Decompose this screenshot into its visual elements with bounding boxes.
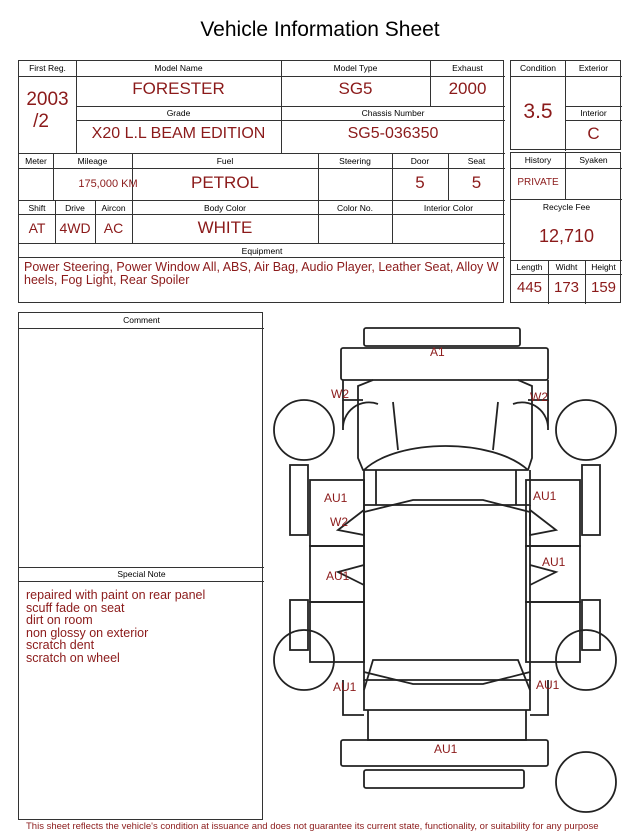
- door-value: 5: [415, 173, 425, 192]
- first-reg-month: /2: [33, 111, 49, 132]
- aircon-label: Aircon: [101, 203, 126, 213]
- damage-mark-left-rear-door: AU1: [326, 569, 350, 583]
- damage-mark-left-front-door: AU1: [324, 491, 348, 505]
- syaken-label: Syaken: [579, 155, 608, 165]
- special-note-item: dirt on room: [26, 613, 93, 627]
- mileage-label: Mileage: [77, 156, 108, 166]
- special-note-item: repaired with paint on rear panel: [26, 588, 206, 602]
- special-note-item: non glossy on exterior: [26, 625, 149, 640]
- model-type-label: Model Type: [333, 63, 378, 73]
- model-name-value: FORESTER: [132, 79, 225, 98]
- shift-value: AT: [28, 220, 46, 236]
- comment-box: [18, 312, 263, 820]
- chassis-value: SG5-036350: [347, 125, 439, 142]
- special-note-item: scratch on wheel: [26, 650, 120, 665]
- meter-label: Meter: [25, 156, 47, 166]
- fuel-value: PETROL: [190, 173, 260, 192]
- page-title: Vehicle Information Sheet: [200, 18, 440, 41]
- history-value: PRIVATE: [517, 177, 559, 188]
- damage-mark-left-rear-quarter: AU1: [333, 680, 357, 694]
- damage-mark-left-front-door-2: W2: [330, 515, 348, 529]
- grade-label: Grade: [166, 108, 191, 118]
- first-reg-label: First Reg.: [29, 63, 66, 73]
- recycle-fee-value: 12,710: [538, 226, 595, 246]
- height-label: Height: [591, 262, 616, 272]
- recycle-fee-label: Recycle Fee: [542, 202, 591, 212]
- chassis-label: Chassis Number: [361, 108, 425, 118]
- history-label: History: [524, 155, 552, 165]
- interior-value: C: [587, 124, 600, 143]
- height-value: 159: [590, 279, 617, 296]
- condition-box: [510, 60, 621, 150]
- body-color-label: Body Color: [203, 203, 247, 213]
- seat-label: Seat: [467, 156, 486, 166]
- exhaust-value: 2000: [448, 79, 487, 98]
- drive-value: 4WD: [59, 220, 91, 236]
- aircon-value: AC: [103, 220, 124, 236]
- damage-mark-right-rear-quarter: AU1: [536, 678, 560, 692]
- exhaust-label: Exhaust: [452, 63, 483, 73]
- comment-label: Comment: [123, 315, 160, 325]
- exterior-label: Exterior: [578, 63, 609, 73]
- fuel-label: Fuel: [216, 156, 234, 166]
- shift-label: Shift: [28, 203, 46, 213]
- disclaimer: This sheet reflects the vehicle's condition at issuance and does not guarantee its current state, functionality, or suitability for any purpose: [26, 821, 599, 832]
- damage-mark-rear: AU1: [434, 742, 458, 756]
- equipment-value: Power Steering, Power Window All, ABS, Air Bag, Audio Player, Leather Seat, Alloy Wheels, Fog Light, Rear Spoiler: [24, 260, 499, 287]
- damage-mark-right-rear-door: AU1: [542, 555, 566, 569]
- model-name-label: Model Name: [154, 63, 203, 73]
- seat-value: 5: [471, 173, 482, 192]
- steering-label: Steering: [339, 156, 371, 166]
- damage-mark-front: A1: [430, 345, 445, 359]
- body-color-value: WHITE: [197, 218, 253, 237]
- length-label: Length: [516, 262, 543, 272]
- first-reg-year: 2003: [26, 89, 69, 110]
- condition-label: Condition: [520, 63, 556, 73]
- door-label: Door: [410, 156, 430, 166]
- equipment-label: Equipment: [241, 246, 283, 256]
- condition-value: 3.5: [523, 100, 553, 123]
- vehicle-info-table: [18, 60, 504, 303]
- drive-label: Drive: [65, 203, 85, 213]
- mileage-value: 175,000 KM: [78, 178, 138, 190]
- interior-label: Interior: [580, 108, 607, 118]
- vehicle-damage-diagram: [268, 320, 626, 820]
- length-value: 445: [516, 279, 543, 296]
- damage-mark-w2-left: W2: [331, 387, 349, 401]
- damage-mark-w2-right: W2: [530, 390, 548, 404]
- grade-value: X20 L.L BEAM EDITION: [91, 125, 266, 142]
- special-note-item: scratch dent: [26, 638, 95, 652]
- color-no-label: Color No.: [337, 203, 373, 213]
- width-value: 173: [553, 279, 580, 296]
- special-note-label: Special Note: [117, 569, 166, 579]
- special-note-item: scuff fade on seat: [26, 600, 125, 615]
- history-box: [510, 152, 621, 303]
- special-notes-list: [26, 589, 262, 664]
- damage-mark-right-front-door: AU1: [533, 489, 557, 503]
- model-type-value: SG5: [338, 79, 373, 98]
- width-label: Widht: [555, 262, 578, 272]
- interior-color-label: Interior Color: [423, 203, 474, 213]
